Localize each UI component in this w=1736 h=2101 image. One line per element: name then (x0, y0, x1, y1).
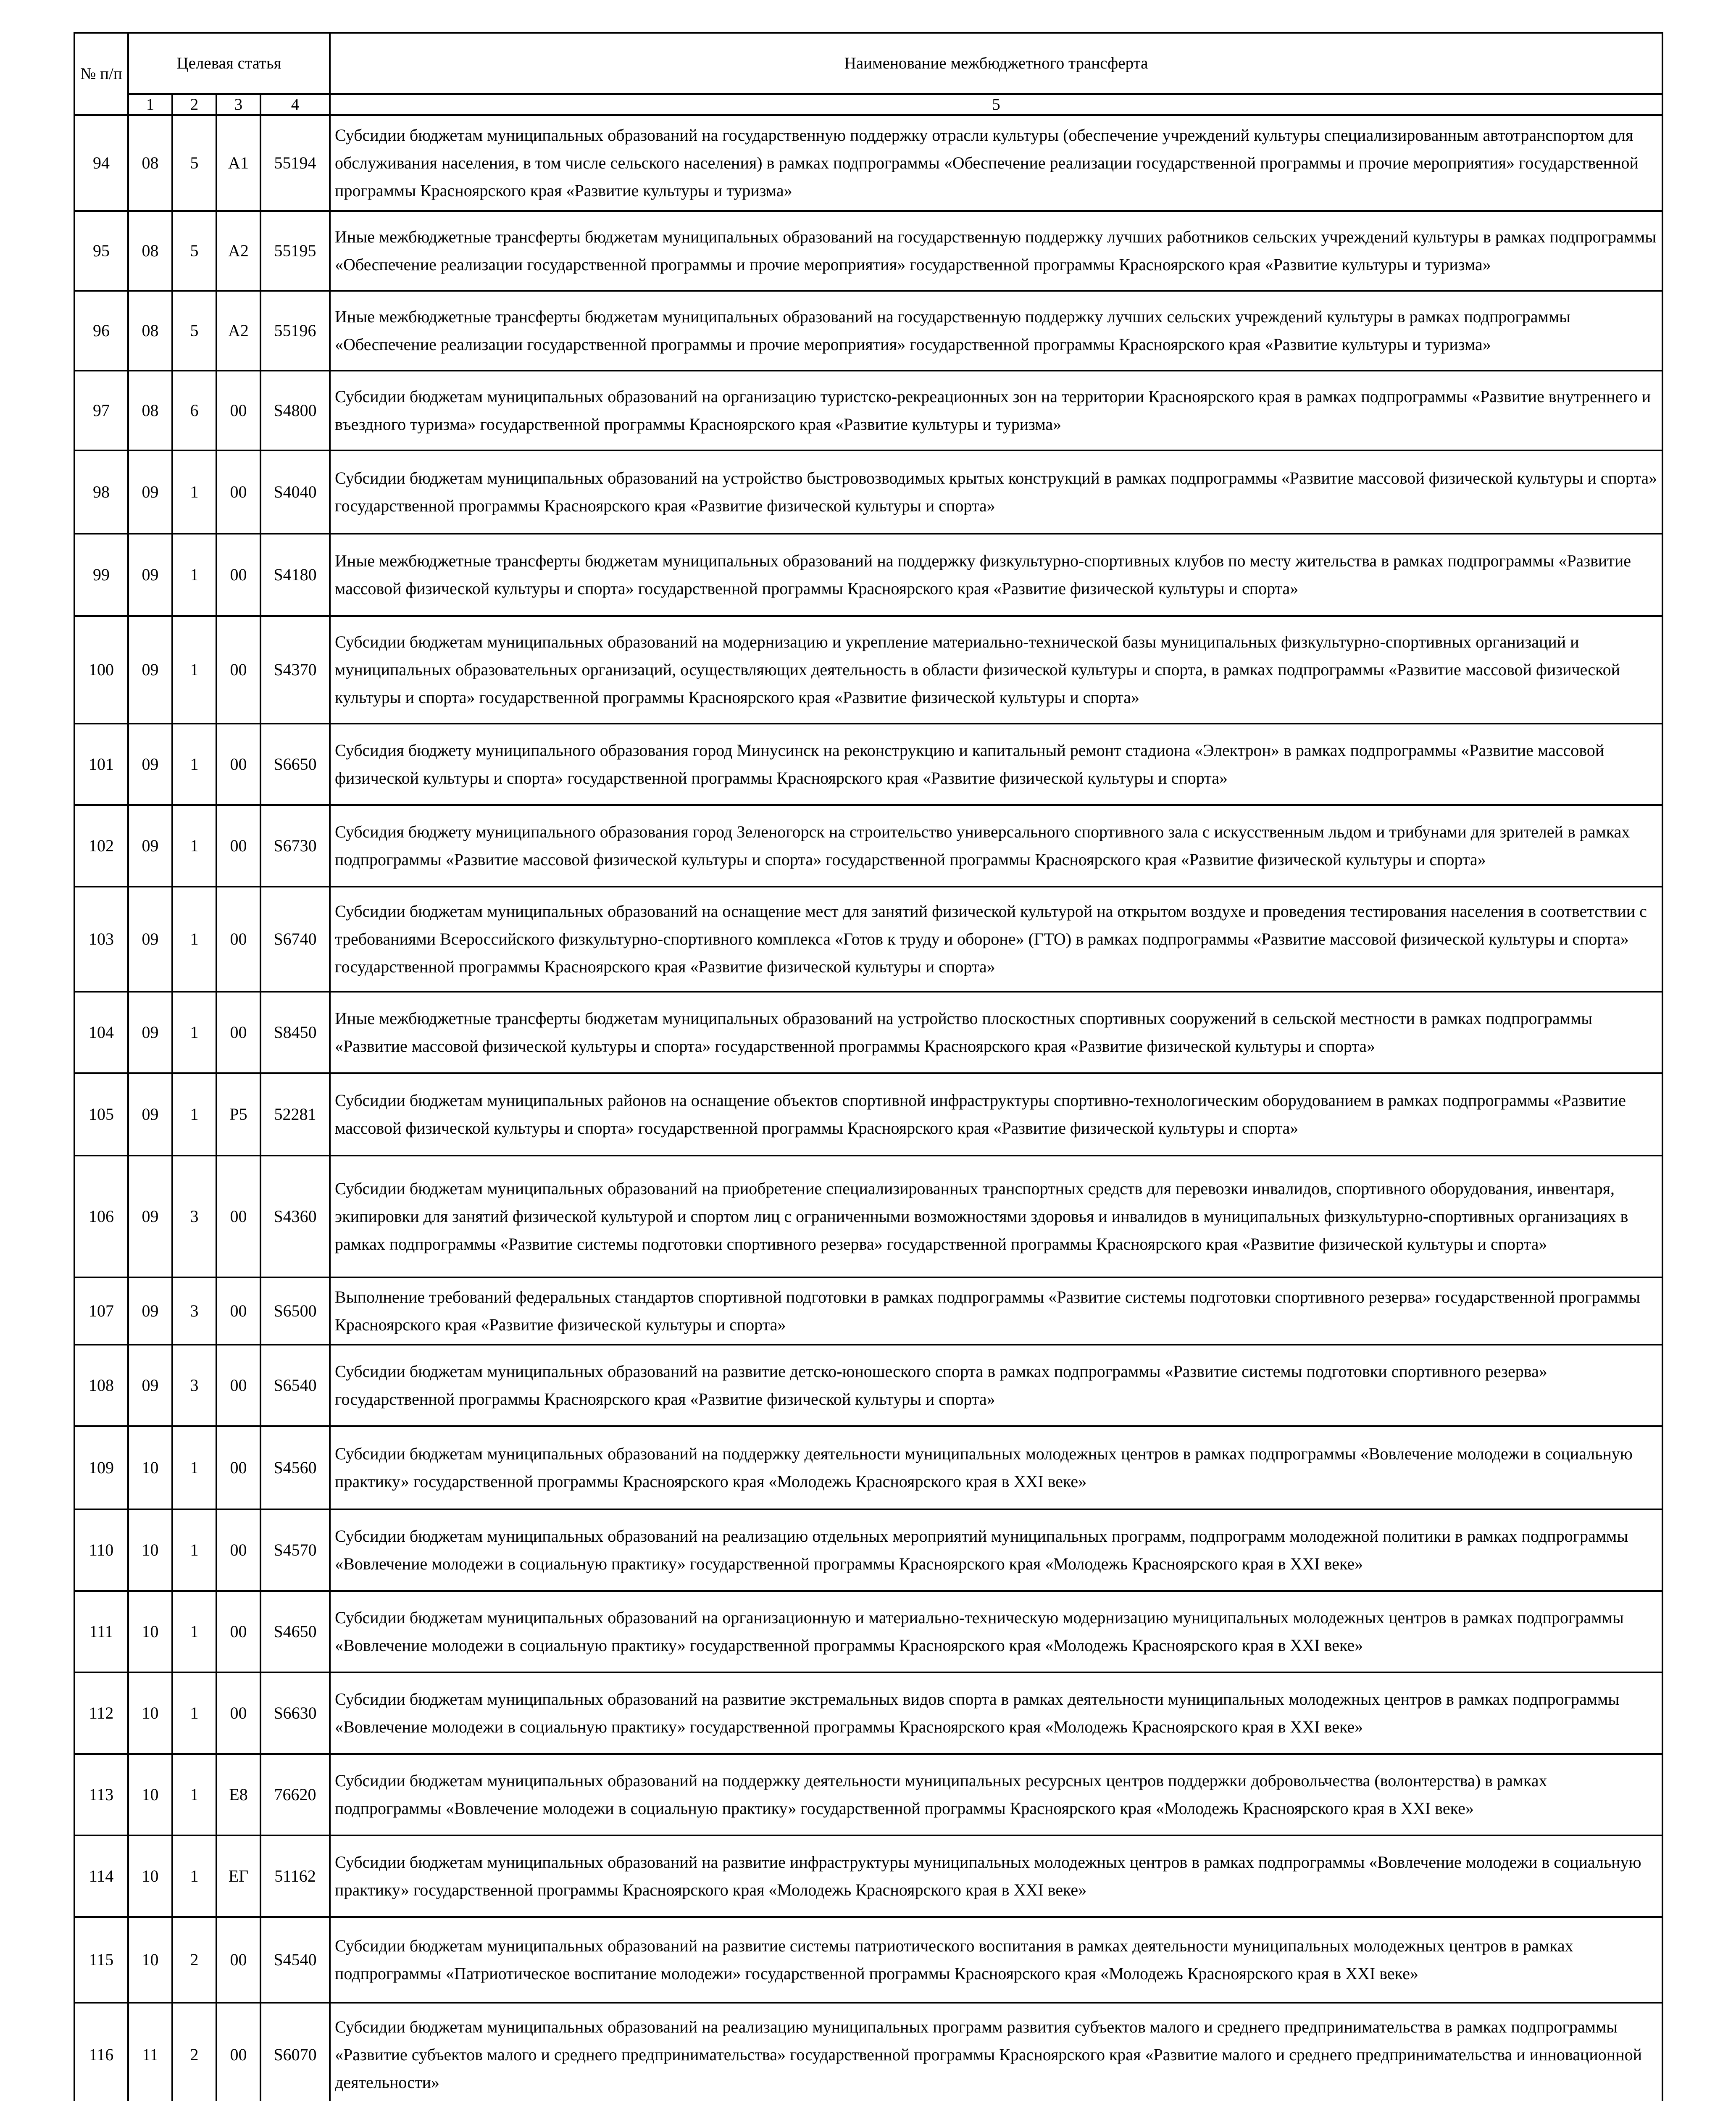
code-group: A1 (216, 115, 260, 211)
code-section: 10 (128, 1835, 172, 1917)
row-number: 115 (74, 1917, 128, 2003)
row-number: 111 (74, 1591, 128, 1672)
table-row (74, 887, 1662, 992)
code-subprogram: 5 (172, 291, 216, 371)
code-item: S4180 (260, 534, 330, 616)
row-number: 109 (74, 1426, 128, 1509)
transfer-name: Субсидии бюджетам муниципальных образований на поддержку деятельности муниципальных ресурсных центров поддержки добровольчества (волонтерства) в рамках подпрограммы «Вовлечение молодежи в социальную практику» государственной программы Красноярского края «Молодежь Красноярского края в XXI веке» (330, 1754, 1662, 1835)
code-item: S6650 (260, 724, 330, 805)
code-section: 09 (128, 1156, 172, 1277)
table-row (74, 1835, 1662, 1917)
transfer-name: Субсидия бюджету муниципального образования город Зеленогорск на строительство универсального спортивного зала с искусственным льдом и трибунами для зрителей в рамках подпрограммы «Развитие массовой физической культуры и спорта» государственной программы Красноярского края «Развитие физической культуры и спорта» (330, 805, 1662, 887)
table-row (74, 1073, 1662, 1156)
code-group: A2 (216, 291, 260, 371)
header-numbering-row (74, 94, 1662, 115)
table-row (74, 211, 1662, 291)
code-item: S4040 (260, 450, 330, 534)
code-section: 08 (128, 211, 172, 291)
header-col-5: 5 (330, 94, 1662, 115)
code-item: S8450 (260, 992, 330, 1073)
table-row (74, 616, 1662, 724)
code-item: S4800 (260, 371, 330, 450)
table-row (74, 371, 1662, 450)
row-number: 114 (74, 1835, 128, 1917)
header-col-4: 4 (260, 94, 330, 115)
code-group: 00 (216, 1345, 260, 1426)
code-item: S4560 (260, 1426, 330, 1509)
row-number: 107 (74, 1277, 128, 1345)
row-number: 97 (74, 371, 128, 450)
table-row (74, 450, 1662, 534)
code-item: S4540 (260, 1917, 330, 2003)
code-item: S4650 (260, 1591, 330, 1672)
code-section: 09 (128, 1345, 172, 1426)
table-row (74, 2003, 1662, 2101)
code-subprogram: 1 (172, 1073, 216, 1156)
transfer-name: Иные межбюджетные трансферты бюджетам муниципальных образований на государственную поддержку лучших работников сельских учреждений культуры в рамках подпрограммы «Обеспечение реализации государственной программы и прочие мероприятия» государственной программы Красноярского края «Развитие культуры и туризма» (330, 211, 1662, 291)
document-page (74, 32, 1662, 2101)
code-subprogram: 1 (172, 724, 216, 805)
table-row (74, 534, 1662, 616)
row-number: 94 (74, 115, 128, 211)
row-number: 104 (74, 992, 128, 1073)
code-group: E8 (216, 1754, 260, 1835)
code-section: 11 (128, 2003, 172, 2101)
table-row (74, 992, 1662, 1073)
code-section: 09 (128, 616, 172, 724)
transfer-name: Субсидии бюджетам муниципальных образований на поддержку деятельности муниципальных молодежных центров в рамках подпрограммы «Вовлечение молодежи в социальную практику» государственной программы Красноярского края «Молодежь Красноярского края в XXI веке» (330, 1426, 1662, 1509)
transfer-name: Субсидии бюджетам муниципальных образований на развитие детско-юношеского спорта в рамках подпрограммы «Развитие системы подготовки спортивного резерва» государственной программы Красноярского края «Развитие физической культуры и спорта» (330, 1345, 1662, 1426)
code-subprogram: 3 (172, 1156, 216, 1277)
code-subprogram: 3 (172, 1277, 216, 1345)
table-row (74, 1509, 1662, 1591)
code-section: 09 (128, 1073, 172, 1156)
code-section: 08 (128, 371, 172, 450)
row-number: 110 (74, 1509, 128, 1591)
transfer-name: Субсидии бюджетам муниципальных образований на оснащение мест для занятий физической культурой на открытом воздухе и проведения тестирования населения в соответствии с требованиями Всероссийского физкультурно-спортивного комплекса «Готов к труду и обороне» (ГТО) в рамках подпрограммы «Развитие массовой физической культуры и спорта» государственной программы Красноярского края «Развитие физической культуры и спорта» (330, 887, 1662, 992)
row-number: 112 (74, 1672, 128, 1754)
code-item: S4570 (260, 1509, 330, 1591)
code-item: 52281 (260, 1073, 330, 1156)
code-subprogram: 1 (172, 1835, 216, 1917)
row-number: 108 (74, 1345, 128, 1426)
code-subprogram: 1 (172, 450, 216, 534)
transfer-name: Субсидии бюджетам муниципальных образований на развитие системы патриотического воспитания в рамках деятельности муниципальных молодежных центров в рамках подпрограммы «Патриотическое воспитание молодежи» государственной программы Красноярского края «Молодежь Красноярского края в XXI веке» (330, 1917, 1662, 2003)
code-item: 51162 (260, 1835, 330, 1917)
code-item: 55195 (260, 211, 330, 291)
code-group: 00 (216, 1917, 260, 2003)
row-number: 103 (74, 887, 128, 992)
code-group: 00 (216, 534, 260, 616)
table-row (74, 291, 1662, 371)
code-section: 10 (128, 1426, 172, 1509)
row-number: 99 (74, 534, 128, 616)
code-subprogram: 1 (172, 805, 216, 887)
code-subprogram: 1 (172, 1591, 216, 1672)
transfers-table (74, 32, 1663, 2101)
code-subprogram: 5 (172, 211, 216, 291)
code-subprogram: 1 (172, 887, 216, 992)
transfer-name: Субсидии бюджетам муниципальных образований на развитие инфраструктуры муниципальных молодежных центров в рамках подпрограммы «Вовлечение молодежи в социальную практику» государственной программы Красноярского края «Молодежь Красноярского края в XXI веке» (330, 1835, 1662, 1917)
code-group: 00 (216, 1591, 260, 1672)
row-number: 106 (74, 1156, 128, 1277)
transfer-name: Субсидии бюджетам муниципальных образований на развитие экстремальных видов спорта в рамках деятельности муниципальных молодежных центров в рамках подпрограммы «Вовлечение молодежи в социальную практику» государственной программы Красноярского края «Молодежь Красноярского края в XXI веке» (330, 1672, 1662, 1754)
transfer-name: Субсидии бюджетам муниципальных образований на реализацию муниципальных программ развития субъектов малого и среднего предпринимательства в рамках подпрограммы «Развитие субъектов малого и среднего предпринимательства» государственной программы Красноярского края «Развитие малого и среднего предпринимательства и инновационной деятельности» (330, 2003, 1662, 2101)
code-group: 00 (216, 2003, 260, 2101)
table-row (74, 1277, 1662, 1345)
code-section: 10 (128, 1917, 172, 2003)
code-group: 00 (216, 1672, 260, 1754)
code-section: 10 (128, 1509, 172, 1591)
code-subprogram: 1 (172, 1672, 216, 1754)
code-item: S6540 (260, 1345, 330, 1426)
code-subprogram: 6 (172, 371, 216, 450)
code-subprogram: 1 (172, 616, 216, 724)
code-group: A2 (216, 211, 260, 291)
header-row (74, 33, 1662, 94)
code-subprogram: 1 (172, 1509, 216, 1591)
table-row (74, 724, 1662, 805)
row-number: 98 (74, 450, 128, 534)
code-subprogram: 2 (172, 2003, 216, 2101)
code-group: 00 (216, 1277, 260, 1345)
code-group: 00 (216, 1156, 260, 1277)
code-section: 09 (128, 805, 172, 887)
code-section: 08 (128, 115, 172, 211)
transfer-name: Субсидии бюджетам муниципальных образований на модернизацию и укрепление материально-технической базы муниципальных физкультурно-спортивных организаций и муниципальных образовательных организаций, осуществляющих деятельность в области физической культуры и спорта, в рамках подпрограммы «Развитие массовой физической культуры и спорта» государственной программы Красноярского края «Развитие физической культуры и спорта» (330, 616, 1662, 724)
transfer-name: Иные межбюджетные трансферты бюджетам муниципальных образований на устройство плоскостных спортивных сооружений в сельской местности в рамках подпрограммы «Развитие массовой физической культуры и спорта» государственной программы Красноярского края «Развитие физической культуры и спорта» (330, 992, 1662, 1073)
row-number: 116 (74, 2003, 128, 2101)
code-group: 00 (216, 992, 260, 1073)
code-item: S6630 (260, 1672, 330, 1754)
code-group: 00 (216, 724, 260, 805)
code-subprogram: 2 (172, 1917, 216, 2003)
code-item: S6070 (260, 2003, 330, 2101)
row-number: 96 (74, 291, 128, 371)
code-item: S4360 (260, 1156, 330, 1277)
code-group: 00 (216, 616, 260, 724)
row-number: 100 (74, 616, 128, 724)
code-group: ЕГ (216, 1835, 260, 1917)
transfer-name: Субсидия бюджету муниципального образования город Минусинск на реконструкцию и капитальный ремонт стадиона «Электрон» в рамках подпрограммы «Развитие массовой физической культуры и спорта» государственной программы Красноярского края «Развитие физической культуры и спорта» (330, 724, 1662, 805)
transfer-name: Субсидии бюджетам муниципальных образований на приобретение специализированных транспортных средств для перевозки инвалидов, спортивного оборудования, инвентаря, экипировки для занятий физической культурой и спортом лиц с ограниченными возможностями здоровья и инвалидов в муниципальных физкультурно-спортивных организациях в рамках подпрограммы «Развитие системы подготовки спортивного резерва» государственной программы Красноярского края «Развитие физической культуры и спорта» (330, 1156, 1662, 1277)
code-group: 00 (216, 887, 260, 992)
code-subprogram: 3 (172, 1345, 216, 1426)
table-row (74, 1672, 1662, 1754)
transfer-name: Субсидии бюджетам муниципальных образований на государственную поддержку отрасли культуры (обеспечение учреждений культуры специализированным автотранспортом для обслуживания населения, в том числе сельского населения) в рамках подпрограммы «Обеспечение реализации государственной программы и прочие мероприятия» государственной программы Красноярского края «Развитие культуры и туризма» (330, 115, 1662, 211)
code-group: 00 (216, 1426, 260, 1509)
code-item: 76620 (260, 1754, 330, 1835)
code-item: S6500 (260, 1277, 330, 1345)
table-row (74, 115, 1662, 211)
row-number: 102 (74, 805, 128, 887)
transfer-name: Субсидии бюджетам муниципальных образований на реализацию отдельных мероприятий муниципальных программ, подпрограмм молодежной политики в рамках подпрограммы «Вовлечение молодежи в социальную практику» государственной программы Красноярского края «Молодежь Красноярского края в XXI веке» (330, 1509, 1662, 1591)
row-number: 101 (74, 724, 128, 805)
table-row (74, 1591, 1662, 1672)
table-row (74, 1754, 1662, 1835)
header-col-2: 2 (172, 94, 216, 115)
header-transfer-name: Наименование межбюджетного трансферта (330, 33, 1662, 94)
code-group: 00 (216, 371, 260, 450)
transfer-name: Субсидии бюджетам муниципальных образований на устройство быстровозводимых крытых конструкций в рамках подпрограммы «Развитие массовой физической культуры и спорта» государственной программы Красноярского края «Развитие физической культуры и спорта» (330, 450, 1662, 534)
header-target-article: Целевая статья (128, 33, 330, 94)
code-item: S6730 (260, 805, 330, 887)
table-row (74, 1426, 1662, 1509)
code-item: S6740 (260, 887, 330, 992)
code-group: 00 (216, 450, 260, 534)
transfer-name: Иные межбюджетные трансферты бюджетам муниципальных образований на государственную поддержку лучших сельских учреждений культуры в рамках подпрограммы «Обеспечение реализации государственной программы и прочие мероприятия» государственной программы Красноярского края «Развитие культуры и туризма» (330, 291, 1662, 371)
header-number: № п/п (74, 33, 128, 115)
code-subprogram: 1 (172, 534, 216, 616)
header-col-3: 3 (216, 94, 260, 115)
transfer-name: Выполнение требований федеральных стандартов спортивной подготовки в рамках подпрограммы «Развитие системы подготовки спортивного резерва» государственной программы Красноярского края «Развитие физической культуры и спорта» (330, 1277, 1662, 1345)
code-subprogram: 1 (172, 1754, 216, 1835)
code-section: 09 (128, 534, 172, 616)
transfer-name: Субсидии бюджетам муниципальных районов на оснащение объектов спортивной инфраструктуры спортивно-технологическим оборудованием в рамках подпрограммы «Развитие массовой физической культуры и спорта» государственной программы Красноярского края «Развитие физической культуры и спорта» (330, 1073, 1662, 1156)
code-item: 55196 (260, 291, 330, 371)
transfer-name: Иные межбюджетные трансферты бюджетам муниципальных образований на поддержку физкультурно-спортивных клубов по месту жительства в рамках подпрограммы «Развитие массовой физической культуры и спорта» государственной программы Красноярского края «Развитие физической культуры и спорта» (330, 534, 1662, 616)
code-section: 09 (128, 992, 172, 1073)
code-group: 00 (216, 1509, 260, 1591)
code-subprogram: 1 (172, 1426, 216, 1509)
transfer-name: Субсидии бюджетам муниципальных образований на организацию туристско-рекреационных зон на территории Красноярского края в рамках подпрограммы «Развитие внутреннего и въездного туризма» государственной программы Красноярского края «Развитие культуры и туризма» (330, 371, 1662, 450)
code-section: 09 (128, 450, 172, 534)
code-section: 09 (128, 887, 172, 992)
table-row (74, 1156, 1662, 1277)
code-subprogram: 1 (172, 992, 216, 1073)
code-group: 00 (216, 805, 260, 887)
code-group: P5 (216, 1073, 260, 1156)
code-subprogram: 5 (172, 115, 216, 211)
code-section: 10 (128, 1754, 172, 1835)
table-row (74, 805, 1662, 887)
table-row (74, 1345, 1662, 1426)
code-section: 08 (128, 291, 172, 371)
row-number: 95 (74, 211, 128, 291)
code-section: 10 (128, 1672, 172, 1754)
code-section: 09 (128, 724, 172, 805)
row-number: 105 (74, 1073, 128, 1156)
code-section: 09 (128, 1277, 172, 1345)
code-item: S4370 (260, 616, 330, 724)
header-col-1: 1 (128, 94, 172, 115)
table-body (74, 115, 1662, 2101)
table-row (74, 1917, 1662, 2003)
code-item: 55194 (260, 115, 330, 211)
code-section: 10 (128, 1591, 172, 1672)
transfer-name: Субсидии бюджетам муниципальных образований на организационную и материально-техническую модернизацию муниципальных молодежных центров в рамках подпрограммы «Вовлечение молодежи в социальную практику» государственной программы Красноярского края «Молодежь Красноярского края в XXI веке» (330, 1591, 1662, 1672)
row-number: 113 (74, 1754, 128, 1835)
